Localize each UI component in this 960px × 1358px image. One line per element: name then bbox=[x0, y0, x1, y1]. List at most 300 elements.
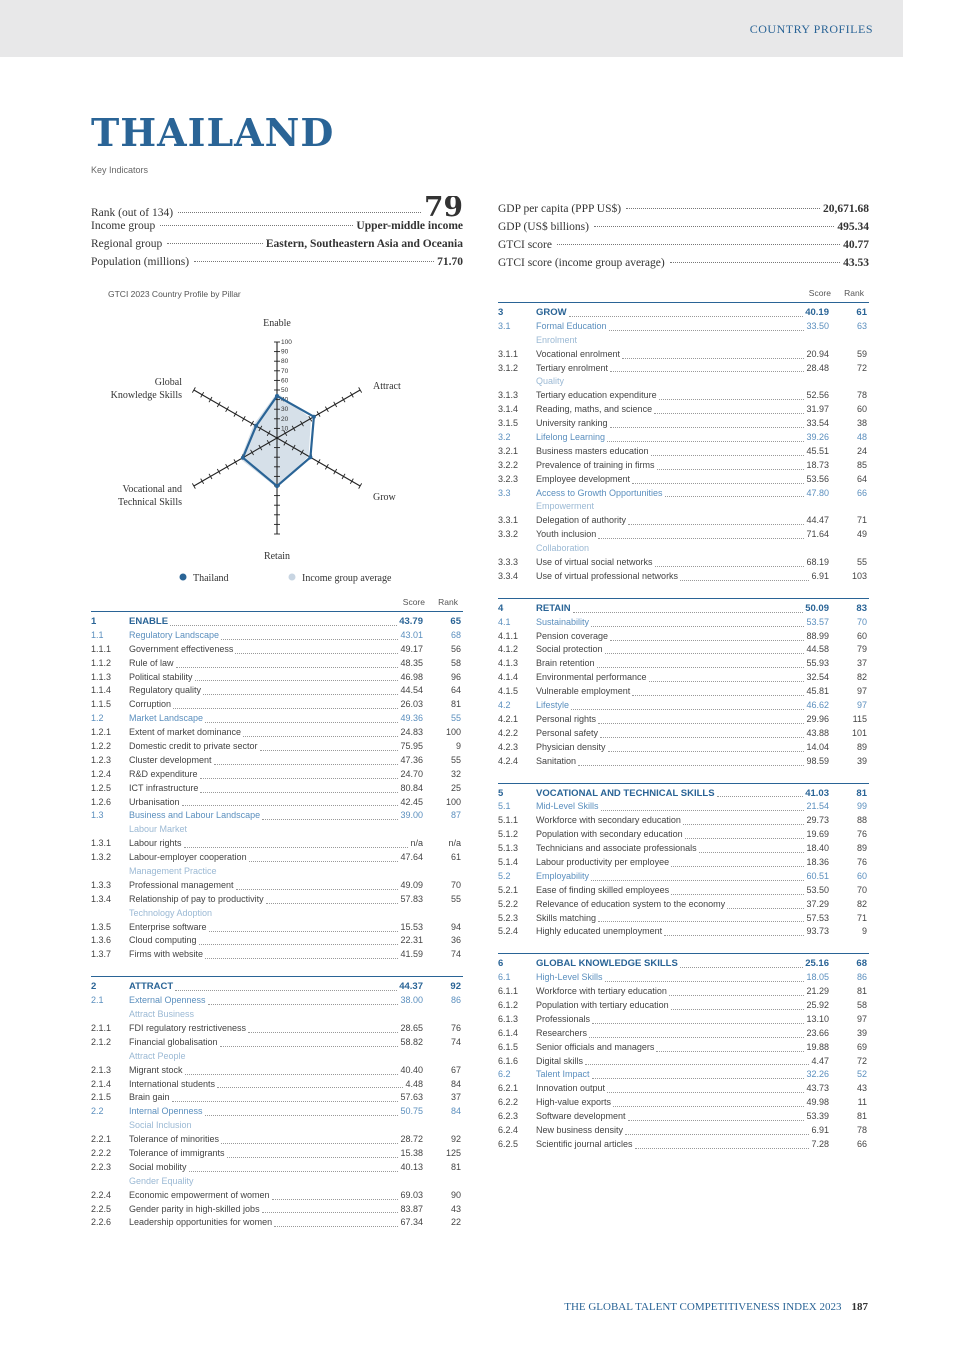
indicator-name: Formal Education bbox=[536, 320, 607, 331]
indicator-code: 5 bbox=[498, 787, 504, 799]
indicator-name-cell bbox=[536, 727, 829, 741]
indicator-rank: 125 bbox=[445, 1147, 461, 1158]
indicator-rank: 81 bbox=[856, 787, 867, 799]
pillar-row bbox=[498, 787, 869, 801]
indicator-name-cell bbox=[536, 1041, 829, 1055]
indicator-rank: 72 bbox=[856, 1055, 867, 1066]
indicator-code: 1.3.3 bbox=[91, 879, 112, 890]
indicator-name-cell bbox=[129, 1105, 423, 1119]
indicator-row bbox=[91, 657, 463, 671]
dot-leader bbox=[205, 712, 398, 723]
indicator-name-cell bbox=[129, 823, 423, 837]
indicator-name-cell bbox=[536, 348, 829, 362]
footer-title: THE GLOBAL TALENT COMPETITIVENESS INDEX 2023 bbox=[564, 1301, 842, 1313]
indicator-name: Skills matching bbox=[536, 912, 597, 923]
group-label-row bbox=[498, 500, 869, 514]
indicator-rank: 43 bbox=[856, 1083, 867, 1094]
indicator-code: 1.2.2 bbox=[91, 741, 112, 752]
indicator-score: 43.88 bbox=[806, 727, 829, 738]
indicator-name-cell bbox=[129, 934, 423, 948]
indicator-row bbox=[498, 445, 869, 459]
indicator-code: 5.1.4 bbox=[498, 856, 519, 867]
dot-leader bbox=[203, 684, 398, 695]
dot-leader bbox=[613, 1096, 804, 1107]
radar-axis-label-line: Knowledge Skills bbox=[110, 390, 182, 401]
indicator-rank: 32 bbox=[450, 768, 461, 779]
indicator-name-cell bbox=[129, 796, 423, 810]
indicator-score: 45.81 bbox=[806, 686, 829, 697]
indicator-code: 2.2.1 bbox=[91, 1134, 112, 1145]
dot-leader bbox=[669, 985, 805, 996]
indicator-name: Urbanisation bbox=[129, 796, 180, 807]
indicator-row bbox=[91, 1189, 463, 1203]
indicator-score: 53.57 bbox=[806, 616, 829, 627]
indicator-score: 19.88 bbox=[806, 1041, 829, 1052]
indicator-score: n/a bbox=[410, 838, 423, 849]
indicator-row bbox=[91, 851, 463, 865]
dot-leader bbox=[628, 514, 804, 525]
indicator-name-cell bbox=[129, 629, 423, 643]
dot-leader bbox=[199, 934, 399, 945]
indicator-score: 98.59 bbox=[806, 755, 829, 766]
indicator-name-cell bbox=[536, 459, 829, 473]
indicator-score: 57.63 bbox=[400, 1092, 423, 1103]
indicator-rank: 76 bbox=[450, 1022, 461, 1033]
indicator-code: 2.1.2 bbox=[91, 1036, 112, 1047]
indicator-code: 1 bbox=[91, 616, 97, 627]
key-indicator-value: 495.34 bbox=[837, 221, 869, 233]
radar-axis-label-line: Global bbox=[154, 377, 182, 388]
indicator-name-cell bbox=[129, 684, 423, 698]
indicator-score: 42.45 bbox=[400, 796, 423, 807]
data-point-thailand bbox=[312, 415, 316, 419]
indicator-row bbox=[498, 528, 869, 542]
indicator-row bbox=[91, 1036, 463, 1050]
indicator-score: 83.87 bbox=[400, 1203, 423, 1214]
indicator-rank: 37 bbox=[856, 658, 867, 669]
data-point-thailand bbox=[275, 484, 279, 488]
indicator-name: Use of virtual professional networks bbox=[536, 570, 679, 581]
indicator-name: International students bbox=[129, 1078, 216, 1089]
indicator-score: 37.29 bbox=[806, 898, 829, 909]
indicator-code: 1.1.1 bbox=[91, 643, 112, 654]
dot-leader bbox=[220, 1036, 399, 1047]
indicator-row bbox=[498, 473, 869, 487]
dot-leader bbox=[160, 225, 353, 226]
dot-leader bbox=[607, 1082, 804, 1093]
indicator-rank: 64 bbox=[856, 473, 867, 484]
indicator-row bbox=[91, 684, 463, 698]
indicator-name-cell bbox=[536, 971, 829, 985]
sub-pillar-row bbox=[498, 699, 869, 713]
indicator-score: 4.47 bbox=[811, 1055, 829, 1066]
indicator-name-cell bbox=[536, 999, 829, 1013]
indicator-row bbox=[498, 389, 869, 403]
indicator-name: Employability bbox=[536, 870, 590, 881]
indicator-name-cell bbox=[129, 657, 423, 671]
indicator-row bbox=[498, 741, 869, 755]
indicator-name-cell bbox=[536, 870, 829, 884]
indicator-name-cell bbox=[536, 362, 829, 376]
indicator-code: 1.3 bbox=[91, 810, 104, 821]
indicator-name: Enrolment bbox=[536, 334, 578, 345]
indicator-row bbox=[498, 459, 869, 473]
dot-leader bbox=[608, 741, 805, 752]
indicator-name: Financial globalisation bbox=[129, 1036, 218, 1047]
dot-leader bbox=[176, 657, 399, 668]
indicator-code: 1.3.5 bbox=[91, 921, 112, 932]
indicator-rank: 66 bbox=[856, 1138, 867, 1149]
indicator-score: 40.13 bbox=[400, 1161, 423, 1172]
indicator-score: 6.91 bbox=[811, 1124, 829, 1135]
indicator-code: 3.3.3 bbox=[498, 557, 519, 568]
indicator-row bbox=[91, 726, 463, 740]
indicator-name: Digital skills bbox=[536, 1055, 584, 1066]
indicator-name: Workforce with secondary education bbox=[536, 815, 681, 826]
indicator-name: Labour productivity per employee bbox=[536, 856, 670, 867]
indicator-name: Technicians and associate professionals bbox=[536, 843, 697, 854]
indicator-name-cell bbox=[536, 741, 829, 755]
indicator-name-cell bbox=[129, 754, 423, 768]
indicator-row bbox=[498, 657, 869, 671]
indicator-name-cell bbox=[129, 615, 423, 629]
indicator-rank: 66 bbox=[856, 487, 867, 498]
indicator-rank: 71 bbox=[856, 912, 867, 923]
indicator-row bbox=[91, 1064, 463, 1078]
indicator-code: 3.3.4 bbox=[498, 570, 519, 581]
indicator-rank: 68 bbox=[450, 629, 461, 640]
indicator-name-cell bbox=[536, 1082, 829, 1096]
indicator-code: 1.2.4 bbox=[91, 768, 112, 779]
indicator-row bbox=[498, 856, 869, 870]
indicator-name: Political stability bbox=[129, 671, 193, 682]
dot-leader bbox=[589, 1027, 804, 1038]
indicator-name: Gender Equality bbox=[129, 1175, 194, 1186]
sub-pillar-row bbox=[498, 487, 869, 501]
indicator-row bbox=[498, 828, 869, 842]
indicator-score: 41.59 bbox=[400, 949, 423, 960]
indicator-score: 80.84 bbox=[400, 782, 423, 793]
indicator-name: Attract Business bbox=[129, 1009, 195, 1020]
indicator-name-cell bbox=[536, 473, 829, 487]
dot-leader bbox=[649, 671, 805, 682]
dot-leader bbox=[592, 1068, 805, 1079]
indicator-rank: 58 bbox=[856, 999, 867, 1010]
indicator-name-cell bbox=[129, 726, 423, 740]
dot-leader bbox=[178, 212, 421, 213]
right-indicator-table bbox=[498, 288, 869, 1152]
indicator-code: 6.2.1 bbox=[498, 1083, 519, 1094]
indicator-name-cell bbox=[536, 657, 829, 671]
indicator-name-cell bbox=[129, 1161, 423, 1175]
indicator-code: 6.1.5 bbox=[498, 1041, 519, 1052]
dot-leader bbox=[717, 787, 804, 798]
sub-pillar-row bbox=[498, 431, 869, 445]
indicator-score: 15.38 bbox=[400, 1147, 423, 1158]
dot-leader bbox=[184, 837, 409, 848]
indicator-name: Gender parity in high-skilled jobs bbox=[129, 1203, 260, 1214]
indicator-code: 6.1.4 bbox=[498, 1027, 519, 1038]
indicator-code: 3.1.1 bbox=[498, 348, 519, 359]
radar-tick-label: 30 bbox=[281, 406, 289, 414]
radar-axis-label-line: Enable bbox=[263, 318, 291, 329]
indicator-row bbox=[498, 556, 869, 570]
radar-axis-label-line: Technical Skills bbox=[117, 497, 182, 508]
indicator-rank: 103 bbox=[851, 570, 867, 581]
indicator-row bbox=[498, 1110, 869, 1124]
radar-tick-label: 20 bbox=[281, 415, 289, 423]
sub-pillar-row bbox=[91, 1105, 463, 1119]
indicator-code: 5.1.1 bbox=[498, 815, 519, 826]
indicator-score: 4.48 bbox=[405, 1078, 423, 1089]
indicator-score: 32.54 bbox=[806, 672, 829, 683]
group-label-row bbox=[498, 375, 869, 389]
indicator-name: Brain retention bbox=[536, 658, 595, 669]
indicator-name: Rule of law bbox=[129, 657, 174, 668]
indicator-score: 43.73 bbox=[806, 1083, 829, 1094]
indicator-name-cell bbox=[129, 1064, 423, 1078]
indicator-score: 15.53 bbox=[400, 921, 423, 932]
indicator-name-cell bbox=[129, 1036, 423, 1050]
dot-leader bbox=[585, 1055, 809, 1066]
indicator-name: Brain gain bbox=[129, 1092, 170, 1103]
indicator-row bbox=[91, 1203, 463, 1217]
indicator-name: VOCATIONAL AND TECHNICAL SKILLS bbox=[536, 787, 715, 799]
indicator-score: 26.03 bbox=[400, 699, 423, 710]
indicator-row bbox=[498, 1082, 869, 1096]
indicator-name: ICT infrastructure bbox=[129, 782, 199, 793]
dot-leader bbox=[626, 208, 820, 209]
indicator-name-cell bbox=[536, 1027, 829, 1041]
indicator-name-cell bbox=[536, 787, 829, 801]
indicator-score: 18.40 bbox=[806, 843, 829, 854]
indicator-name-cell bbox=[129, 948, 423, 962]
indicator-score: 55.93 bbox=[806, 658, 829, 669]
indicator-rank: 90 bbox=[450, 1189, 461, 1200]
key-indicator-value: 40.77 bbox=[843, 239, 869, 251]
radar-chart bbox=[90, 305, 470, 595]
indicator-code: 1.1.5 bbox=[91, 699, 112, 710]
dot-leader bbox=[727, 898, 804, 909]
dot-leader bbox=[194, 261, 434, 262]
indicator-rank: 58 bbox=[450, 657, 461, 668]
indicator-rank: 88 bbox=[856, 815, 867, 826]
indicator-code: 1.3.2 bbox=[91, 852, 112, 863]
indicator-row bbox=[91, 1147, 463, 1161]
dot-leader bbox=[221, 629, 398, 640]
indicator-row bbox=[91, 837, 463, 851]
indicator-row bbox=[498, 348, 869, 362]
indicator-row bbox=[91, 879, 463, 893]
indicator-name: Senior officials and managers bbox=[536, 1041, 655, 1052]
indicator-score: 93.73 bbox=[806, 926, 829, 937]
indicator-rank: 9 bbox=[861, 926, 867, 937]
indicator-score: 38.00 bbox=[400, 995, 423, 1006]
radar-axis-label bbox=[118, 484, 182, 508]
indicator-name-cell bbox=[129, 1203, 423, 1217]
pillar-row bbox=[91, 615, 463, 629]
indicator-score: 33.54 bbox=[806, 418, 829, 429]
indicator-rank: 72 bbox=[856, 362, 867, 373]
indicator-code: 5.1.3 bbox=[498, 843, 519, 854]
indicator-score: 33.50 bbox=[806, 320, 829, 331]
indicator-name-cell bbox=[536, 1013, 829, 1027]
indicator-name-cell bbox=[129, 768, 423, 782]
dot-leader bbox=[607, 431, 804, 442]
indicator-name: Government effectiveness bbox=[129, 643, 234, 654]
group-label-row bbox=[498, 334, 869, 348]
indicator-rank: 115 bbox=[852, 713, 867, 724]
indicator-code: 2.2.6 bbox=[91, 1217, 112, 1228]
indicator-name-cell bbox=[536, 1124, 829, 1138]
indicator-code: 2.2 bbox=[91, 1106, 104, 1117]
indicator-row bbox=[498, 1027, 869, 1041]
indicator-name-cell bbox=[129, 1008, 423, 1022]
indicator-name: Leadership opportunities for women bbox=[129, 1217, 273, 1228]
indicator-rank: 84 bbox=[450, 1106, 461, 1117]
indicator-code: 6.2 bbox=[498, 1069, 511, 1080]
indicator-rank: 78 bbox=[856, 1124, 867, 1135]
indicator-name-cell bbox=[129, 671, 423, 685]
indicator-row bbox=[498, 912, 869, 926]
indicator-rank: 83 bbox=[856, 602, 867, 614]
legend-label-thailand: Thailand bbox=[193, 573, 229, 584]
indicator-score: 52.56 bbox=[806, 390, 829, 401]
indicator-score: 18.05 bbox=[806, 972, 829, 983]
dot-leader bbox=[167, 243, 263, 244]
indicator-name: Attract People bbox=[129, 1050, 186, 1061]
indicator-row bbox=[91, 671, 463, 685]
indicator-code: 2.1.4 bbox=[91, 1078, 112, 1089]
indicator-name: Migrant stock bbox=[129, 1064, 183, 1075]
indicator-rank: 39 bbox=[856, 1027, 867, 1038]
indicator-rank: 64 bbox=[450, 685, 461, 696]
indicator-score: 20.94 bbox=[806, 348, 829, 359]
indicator-name-cell bbox=[536, 713, 829, 727]
indicator-name: Ease of finding skilled employees bbox=[536, 884, 670, 895]
indicator-rank: 78 bbox=[856, 390, 867, 401]
dot-leader bbox=[610, 417, 805, 428]
indicator-code: 1.1.4 bbox=[91, 685, 112, 696]
indicator-name-cell bbox=[536, 417, 829, 431]
indicator-name-cell bbox=[129, 1189, 423, 1203]
indicator-name-cell bbox=[536, 957, 829, 971]
section-label: COUNTRY PROFILES bbox=[749, 22, 873, 36]
indicator-name: Delegation of authority bbox=[536, 515, 627, 526]
indicator-rank: 65 bbox=[450, 616, 461, 627]
key-indicator-label: GTCI score (income group average) bbox=[498, 257, 665, 269]
indicator-score: 21.29 bbox=[806, 986, 829, 997]
sub-pillar-row bbox=[91, 629, 463, 643]
indicator-rank: 25 bbox=[450, 782, 461, 793]
indicator-name: Vulnerable employment bbox=[536, 686, 631, 697]
radar-tick-label: 90 bbox=[281, 348, 289, 356]
indicator-name-cell bbox=[536, 487, 829, 501]
dot-leader bbox=[605, 643, 805, 654]
indicator-score: 50.09 bbox=[805, 602, 829, 614]
indicator-code: 6.1.6 bbox=[498, 1055, 519, 1066]
indicator-rank: 81 bbox=[856, 1111, 867, 1122]
indicator-score: 29.96 bbox=[806, 713, 829, 724]
indicator-score: 18.73 bbox=[806, 459, 829, 470]
page-number: 187 bbox=[851, 1301, 868, 1313]
indicator-code: 1.3.4 bbox=[91, 893, 112, 904]
dot-leader bbox=[628, 1110, 805, 1121]
indicator-name: Population with secondary education bbox=[536, 829, 683, 840]
indicator-name: Collaboration bbox=[536, 543, 590, 554]
indicator-name: FDI regulatory restrictiveness bbox=[129, 1022, 247, 1033]
indicator-code: 4.1.4 bbox=[498, 672, 519, 683]
indicator-rank: 11 bbox=[857, 1097, 867, 1108]
key-indicator-label: GDP per capita (PPP US$) bbox=[498, 203, 622, 215]
indicator-code: 1.3.1 bbox=[91, 838, 112, 849]
indicator-score: 32.26 bbox=[806, 1069, 829, 1080]
indicator-code: 3.2.3 bbox=[498, 473, 519, 484]
indicator-score: 29.73 bbox=[806, 815, 829, 826]
indicator-row bbox=[91, 1078, 463, 1092]
indicator-name: Innovation output bbox=[536, 1083, 606, 1094]
dot-leader bbox=[248, 1022, 398, 1033]
indicator-name: Cloud computing bbox=[129, 935, 197, 946]
data-point-thailand bbox=[254, 424, 258, 428]
indicator-name-cell bbox=[129, 879, 423, 893]
left-indicator-table bbox=[91, 597, 463, 1230]
indicator-score: 19.69 bbox=[806, 829, 829, 840]
indicator-row bbox=[498, 1041, 869, 1055]
indicator-row bbox=[498, 685, 869, 699]
indicator-name-cell bbox=[129, 1050, 423, 1064]
radar-axis-label-line: Vocational and bbox=[122, 484, 182, 495]
indicator-score: 47.64 bbox=[400, 852, 423, 863]
indicator-name: Reading, maths, and science bbox=[536, 404, 653, 415]
dot-leader bbox=[262, 809, 398, 820]
dot-leader bbox=[685, 828, 805, 839]
indicator-score: 53.50 bbox=[806, 884, 829, 895]
key-indicator-row bbox=[498, 203, 869, 221]
indicator-score: 25.16 bbox=[805, 958, 829, 970]
radar-axis-label-line: Attract bbox=[373, 381, 401, 392]
indicator-code: 6.1.3 bbox=[498, 1013, 519, 1024]
sub-pillar-row bbox=[498, 1068, 869, 1082]
indicator-code: 1.3.7 bbox=[91, 949, 112, 960]
indicator-row bbox=[498, 514, 869, 528]
indicator-name: High-Level Skills bbox=[536, 972, 603, 983]
indicator-code: 3.3 bbox=[498, 487, 511, 498]
key-indicator-value: 43.53 bbox=[843, 257, 869, 269]
indicator-name: GROW bbox=[536, 307, 567, 318]
indicator-code: 1.1.2 bbox=[91, 657, 112, 668]
indicator-name-cell bbox=[536, 685, 829, 699]
indicator-code: 2.2.3 bbox=[91, 1161, 112, 1172]
indicator-score: 44.58 bbox=[806, 644, 829, 655]
indicator-score: 44.37 bbox=[399, 981, 423, 993]
indicator-row bbox=[498, 884, 869, 898]
indicator-rank: 86 bbox=[450, 995, 461, 1006]
indicator-name-cell bbox=[536, 898, 829, 912]
table-header bbox=[91, 597, 463, 611]
indicator-name-cell bbox=[536, 925, 829, 939]
indicator-score: 47.36 bbox=[400, 754, 423, 765]
dot-leader bbox=[571, 699, 804, 710]
indicator-name-cell bbox=[536, 431, 829, 445]
indicator-rank: 61 bbox=[856, 307, 867, 318]
dot-leader bbox=[671, 856, 804, 867]
indicator-code: 5.2.2 bbox=[498, 898, 519, 909]
indicator-name: Vocational enrolment bbox=[536, 348, 621, 359]
indicator-rank: 94 bbox=[450, 921, 461, 932]
indicator-code: 1.1 bbox=[91, 629, 104, 640]
dot-leader bbox=[670, 262, 840, 263]
